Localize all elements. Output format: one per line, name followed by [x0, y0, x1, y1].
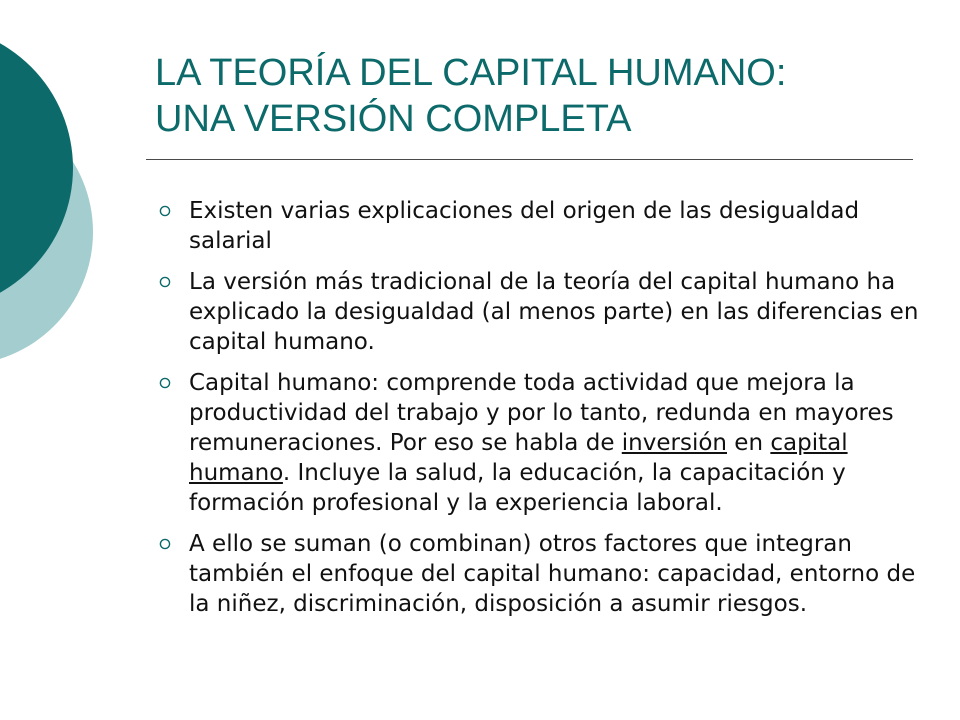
bullet-item: [155, 267, 925, 357]
slide-title: [155, 50, 915, 142]
decorative-circles: [0, 0, 120, 400]
slide-title-line-2: UNA VERSIÓN COMPLETA: [155, 98, 632, 140]
slide-title-line-1: LA TEORÍA DEL CAPITAL HUMANO:: [155, 52, 787, 94]
bullet-item: [155, 529, 925, 619]
bullet-item: [155, 368, 925, 518]
bullet-text: A ello se suman (o combinan) otros factores que integran también el enfoque del capital humano: capacidad, entorno de la niñez, discriminación, disposición a asumir riesgos.: [189, 531, 916, 617]
hollow-circle-icon: [159, 538, 171, 550]
bullet-text: [189, 370, 894, 516]
underlined-word-capital: capital: [770, 430, 848, 456]
bullet-text: Existen varias explicaciones del origen de las desigualdad salarial: [189, 198, 860, 254]
bullet-list: [155, 196, 925, 630]
hollow-circle-icon: [159, 377, 171, 389]
bullet-text-part: en: [727, 430, 771, 456]
hollow-circle-icon: [159, 276, 171, 288]
bullet-text-part: Capital humano: comprende toda actividad que mejora la productividad del trabajo y por lo tanto, redunda en mayores remuneraciones. Por eso se habla de: [189, 370, 894, 456]
bullet-text: La versión más tradicional de la teoría del capital humano ha explicado la desigualdad (al menos parte) en las diferencias en capital humano.: [189, 269, 919, 355]
bullet-item: [155, 196, 925, 256]
title-divider: [146, 159, 913, 160]
hollow-circle-icon: [159, 205, 171, 217]
bullet-text-part: . Incluye la salud, la educación, la capacitación y formación profesional y la experiencia laboral.: [189, 460, 846, 516]
underlined-word-inversion: inversión: [621, 430, 727, 456]
underlined-word-humano: humano: [189, 460, 283, 486]
